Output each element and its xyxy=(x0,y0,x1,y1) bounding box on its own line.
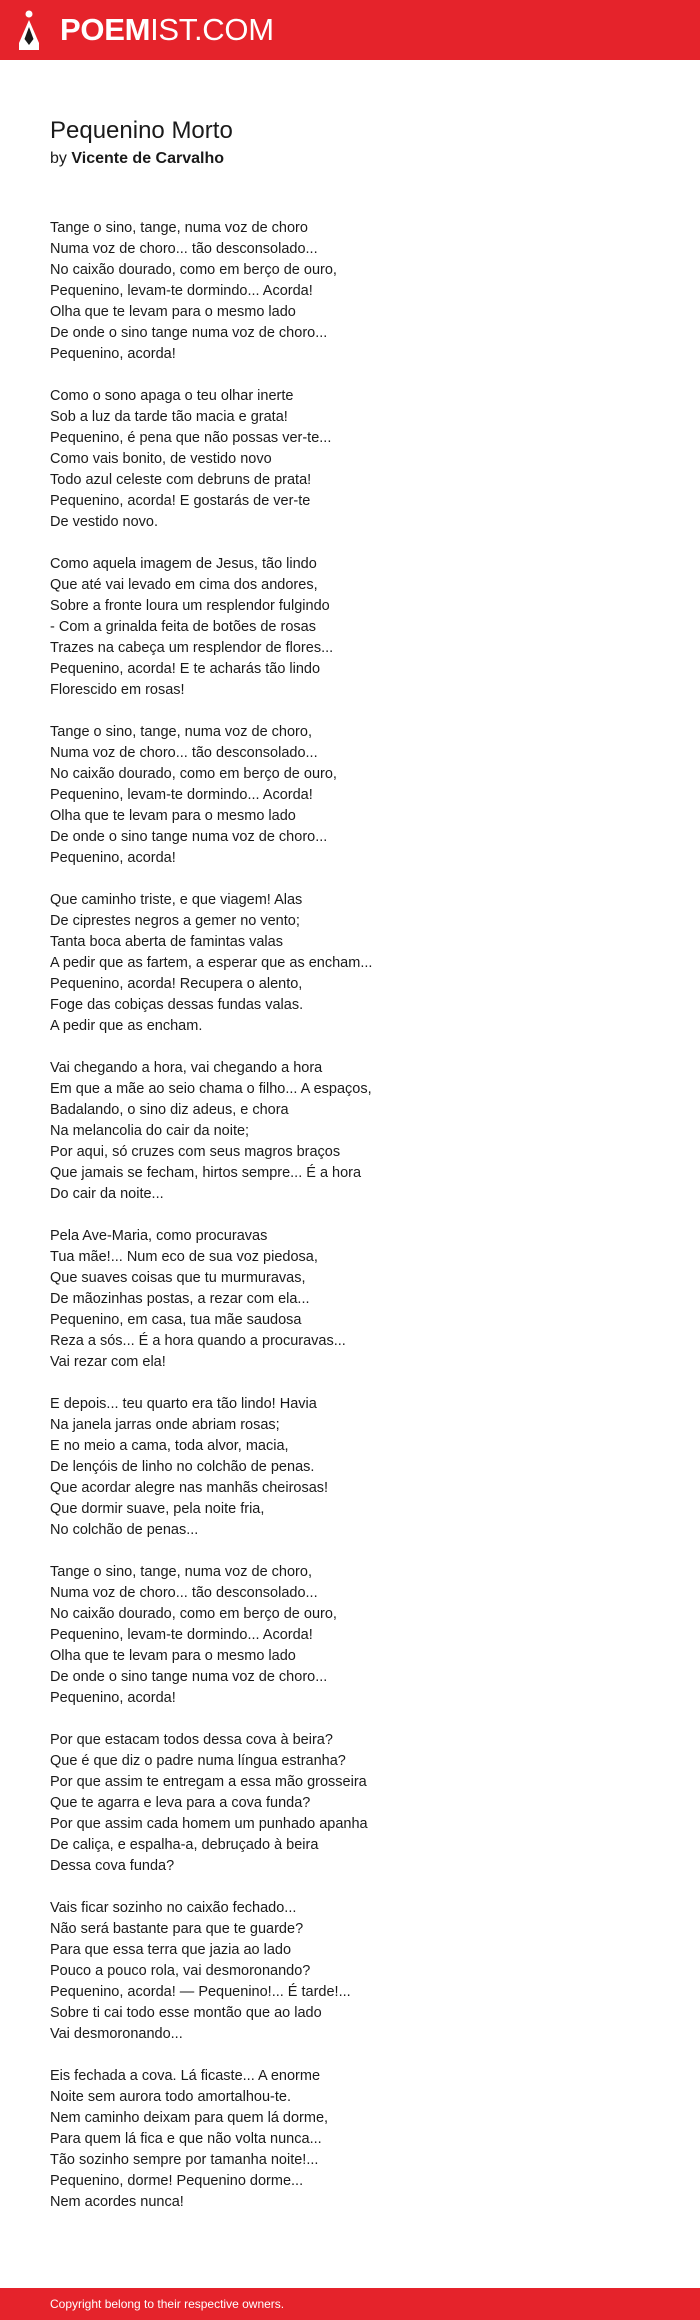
poem-line: Que acordar alegre nas manhãs cheirosas! xyxy=(50,1480,329,1496)
poem-line: Para que essa terra que jazia ao lado xyxy=(50,1942,292,1958)
site-logo[interactable] xyxy=(60,12,274,48)
poem-line: Vai rezar com ela! xyxy=(50,1354,166,1370)
logo-bold-text: POEM xyxy=(60,12,151,47)
by-label: by xyxy=(50,150,67,167)
stanza xyxy=(50,1058,670,1205)
stanza xyxy=(50,1226,670,1373)
poem-line: Vai chegando a hora, vai chegando a hora xyxy=(50,1060,323,1076)
stanza xyxy=(50,1394,670,1541)
poem-line: Pequenino, acorda! xyxy=(50,1690,176,1706)
poem-line: De onde o sino tange numa voz de choro... xyxy=(50,325,328,341)
poem-line: Pequenino, é pena que não possas ver-te... xyxy=(50,430,332,446)
author-name[interactable]: Vicente de Carvalho xyxy=(71,150,225,167)
poem-line: De mãozinhas postas, a rezar com ela... xyxy=(50,1291,310,1307)
poem-line: Na janela jarras onde abriam rosas; xyxy=(50,1417,280,1433)
stanza xyxy=(50,1562,670,1709)
poem-line: Na melancolia do cair da noite; xyxy=(50,1123,250,1139)
poem-line: Pequenino, levam-te dormindo... Acorda! xyxy=(50,1627,313,1643)
poem-line: Todo azul celeste com debruns de prata! xyxy=(50,472,312,488)
poem-line: Que até vai levado em cima dos andores, xyxy=(50,577,318,593)
poem-line: Nem caminho deixam para quem lá dorme, xyxy=(50,2110,329,2126)
poem-line: No caixão dourado, como em berço de ouro, xyxy=(50,262,337,278)
copyright-text: Copyright belong to their respective owners. xyxy=(50,2297,285,2311)
poem-line: Que dormir suave, pela noite fria, xyxy=(50,1501,265,1517)
poem-line: Pequenino, acorda! xyxy=(50,346,176,362)
poem-line: De onde o sino tange numa voz de choro... xyxy=(50,1669,328,1685)
poem-body xyxy=(50,218,670,2234)
poem-line: Sob a luz da tarde tão macia e grata! xyxy=(50,409,288,425)
poem-line: Pequenino, acorda! E te acharás tão lindo xyxy=(50,661,321,677)
poem-line: No caixão dourado, como em berço de ouro, xyxy=(50,1606,337,1622)
site-header xyxy=(0,0,700,60)
poem-line: Tanta boca aberta de famintas valas xyxy=(50,934,283,950)
poem-line: Pouco a pouco rola, vai desmoronando? xyxy=(50,1963,311,1979)
stanza xyxy=(50,1898,670,2045)
poem-line: E depois... teu quarto era tão lindo! Havia xyxy=(50,1396,317,1412)
poem-line: Para quem lá fica e que não volta nunca... xyxy=(50,2131,322,2147)
logo-light-text: IST.COM xyxy=(150,12,274,47)
poem-line: De vestido novo. xyxy=(50,514,159,530)
poem-line: Pequenino, em casa, tua mãe saudosa xyxy=(50,1312,302,1328)
poem-line: Que é que diz o padre numa língua estranha? xyxy=(50,1753,346,1769)
pen-nib-icon[interactable] xyxy=(17,9,41,51)
poem-line: Numa voz de choro... tão desconsolado... xyxy=(50,745,318,761)
poem-line: Sobre ti cai todo esse montão que ao lado xyxy=(50,2005,322,2021)
poem-line: Por que assim te entregam a essa mão grosseira xyxy=(50,1774,367,1790)
poem-line: Por aqui, só cruzes com seus magros braços xyxy=(50,1144,341,1160)
poem-line: Tange o sino, tange, numa voz de choro, xyxy=(50,1564,312,1580)
poem-line: E no meio a cama, toda alvor, macia, xyxy=(50,1438,289,1454)
byline xyxy=(50,148,224,170)
poem-line: Tange o sino, tange, numa voz de choro, xyxy=(50,724,312,740)
poem-line: Pequenino, dorme! Pequenino dorme... xyxy=(50,2173,304,2189)
poem-line: - Com a grinalda feita de botões de rosas xyxy=(50,619,316,635)
stanza xyxy=(50,722,670,869)
stanza xyxy=(50,554,670,701)
poem-line: Por que estacam todos dessa cova à beira? xyxy=(50,1732,333,1748)
site-footer xyxy=(0,2288,700,2320)
poem-line: Olha que te levam para o mesmo lado xyxy=(50,304,296,320)
poem-line: Sobre a fronte loura um resplendor fulgindo xyxy=(50,598,330,614)
poem-line: Numa voz de choro... tão desconsolado... xyxy=(50,1585,318,1601)
stanza xyxy=(50,890,670,1037)
poem-line: Que suaves coisas que tu murmuravas, xyxy=(50,1270,306,1286)
poem-line: Do cair da noite... xyxy=(50,1186,164,1202)
poem-line: Tua mãe!... Num eco de sua voz piedosa, xyxy=(50,1249,318,1265)
poem-line: Pequenino, acorda! — Pequenino!... É tarde!... xyxy=(50,1984,351,2000)
poem-line: Vai desmoronando... xyxy=(50,2026,183,2042)
poem-line: Trazes na cabeça um resplendor de flores... xyxy=(50,640,334,656)
poem-line: Pela Ave-Maria, como procuravas xyxy=(50,1228,268,1244)
poem-line: Vais ficar sozinho no caixão fechado... xyxy=(50,1900,297,1916)
poem-line: De ciprestes negros a gemer no vento; xyxy=(50,913,300,929)
poem-line: Pequenino, acorda! E gostarás de ver-te xyxy=(50,493,311,509)
poem-line: De caliça, e espalha-a, debruçado à beira xyxy=(50,1837,319,1853)
poem-line: Pequenino, acorda! xyxy=(50,850,176,866)
poem-line: Foge das cobiças dessas fundas valas. xyxy=(50,997,304,1013)
poem-line: Olha que te levam para o mesmo lado xyxy=(50,808,296,824)
poem-line: Noite sem aurora todo amortalhou-te. xyxy=(50,2089,291,2105)
poem-line: No colchão de penas... xyxy=(50,1522,199,1538)
poem-line: Olha que te levam para o mesmo lado xyxy=(50,1648,296,1664)
stanza xyxy=(50,2066,670,2213)
poem-line: A pedir que as fartem, a esperar que as encham... xyxy=(50,955,373,971)
poem-line: Tange o sino, tange, numa voz de choro xyxy=(50,220,308,236)
poem-line: Numa voz de choro... tão desconsolado... xyxy=(50,241,318,257)
poem-line: Nem acordes nunca! xyxy=(50,2194,184,2210)
poem-line: No caixão dourado, como em berço de ouro, xyxy=(50,766,337,782)
poem-line: Eis fechada a cova. Lá ficaste... A enorme xyxy=(50,2068,321,2084)
poem-line: Que caminho triste, e que viagem! Alas xyxy=(50,892,303,908)
poem-line: Por que assim cada homem um punhado apanha xyxy=(50,1816,368,1832)
poem-line: Que jamais se fecham, hirtos sempre... É a hora xyxy=(50,1165,362,1181)
poem-line: Reza a sós... É a hora quando a procuravas... xyxy=(50,1333,346,1349)
stanza xyxy=(50,218,670,365)
poem-title: Pequenino Morto xyxy=(50,117,233,144)
poem-line: Pequenino, acorda! Recupera o alento, xyxy=(50,976,303,992)
poem-line: Como o sono apaga o teu olhar inerte xyxy=(50,388,294,404)
poem-line: Não será bastante para que te guarde? xyxy=(50,1921,304,1937)
poem-line: Badalando, o sino diz adeus, e chora xyxy=(50,1102,289,1118)
stanza xyxy=(50,1730,670,1877)
poem-line: Que te agarra e leva para a cova funda? xyxy=(50,1795,311,1811)
poem-line: Pequenino, levam-te dormindo... Acorda! xyxy=(50,283,313,299)
poem-line: Em que a mãe ao seio chama o filho... A espaços, xyxy=(50,1081,372,1097)
poem-line: A pedir que as encham. xyxy=(50,1018,203,1034)
poem-line: Dessa cova funda? xyxy=(50,1858,175,1874)
poem-line: Como aquela imagem de Jesus, tão lindo xyxy=(50,556,317,572)
poem-line: Pequenino, levam-te dormindo... Acorda! xyxy=(50,787,313,803)
stanza xyxy=(50,386,670,533)
poem-line: De onde o sino tange numa voz de choro... xyxy=(50,829,328,845)
poem-line: De lençóis de linho no colchão de penas. xyxy=(50,1459,315,1475)
poem-line: Florescido em rosas! xyxy=(50,682,185,698)
poem-line: Como vais bonito, de vestido novo xyxy=(50,451,272,467)
poem-line: Tão sozinho sempre por tamanha noite!... xyxy=(50,2152,319,2168)
